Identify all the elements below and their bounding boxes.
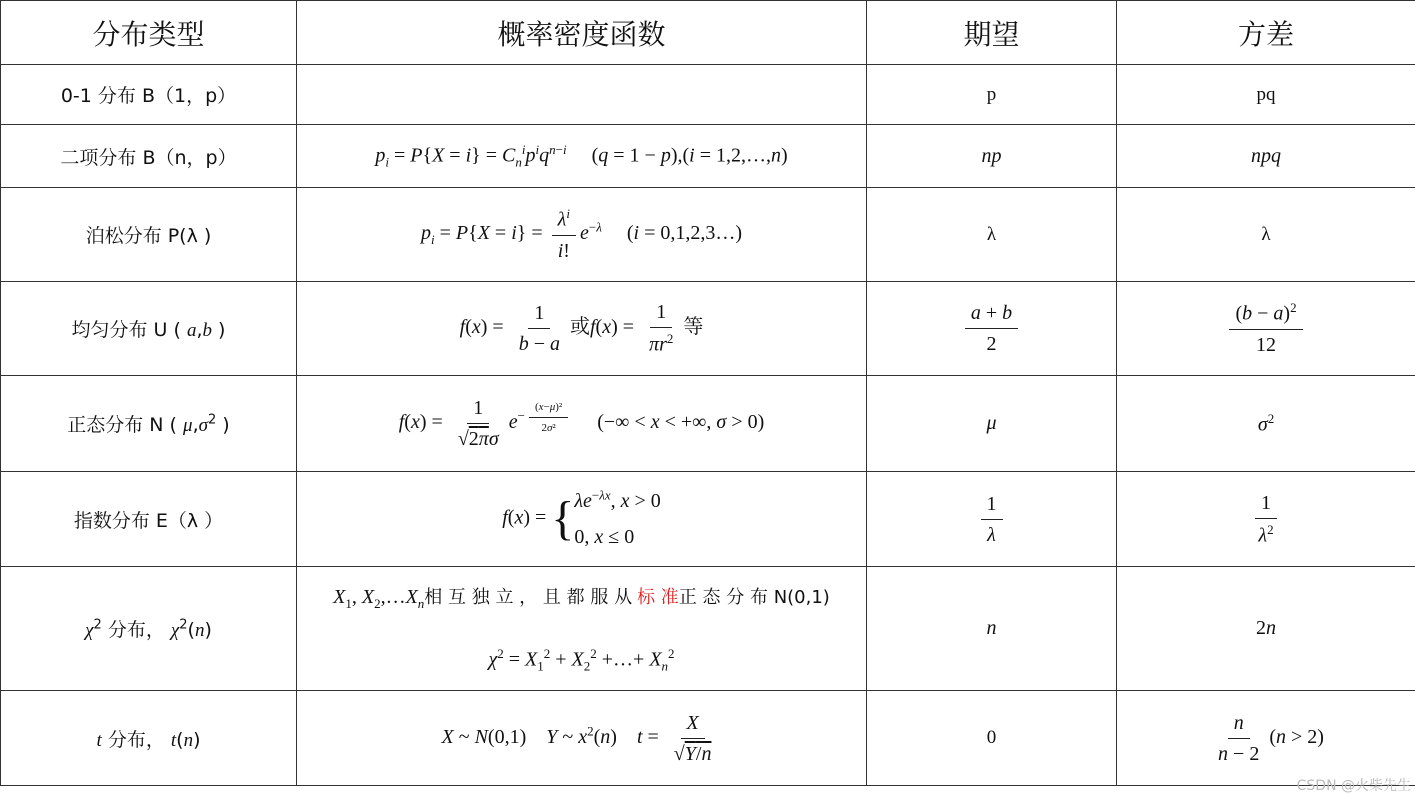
- mean-exponential: $\frac{1}{\lambda}$: [867, 472, 1117, 567]
- mean-uniform: $\frac{a + b}{2}$: [867, 282, 1117, 376]
- table-row: [1, 691, 1415, 786]
- chi-independence-text: 相 互 独 立 ， 且 都 服 从: [424, 587, 632, 608]
- normal-distribution-text: 正 态 分 布 N(0,1): [679, 587, 830, 608]
- header-pdf: 概率密度函数: [297, 1, 867, 65]
- table-row: [1, 376, 1415, 472]
- pdf-uniform: f(x) = $\frac{1}{b - a}$ 或f(x) = $\frac{1}{\pi r^2}$ 等: [297, 282, 867, 376]
- dist-name-uniform: 均匀分布 U ( a,b ): [1, 282, 297, 376]
- mean-t: 0: [867, 691, 1117, 786]
- header-row: [1, 1, 1415, 65]
- header-distribution-type: 分布类型: [1, 1, 297, 65]
- pdf-bernoulli: [297, 65, 867, 125]
- table-row: [1, 125, 1415, 188]
- dist-name-poisson: 泊松分布 P(λ ): [1, 188, 297, 282]
- header-expectation: 期望: [867, 1, 1117, 65]
- table-row: [1, 282, 1415, 376]
- pdf-chi-square: $X_1$, $X_2,\dots X_n$相 互 独 立 ， 且 都 服 从 标 准正 态 分 布 N(0,1) $\chi^2 = X_1^2 + X_2^2$ +…+ $X_n^2$: [297, 567, 867, 691]
- mean-normal: μ: [867, 376, 1117, 472]
- or-text: 或: [570, 316, 590, 338]
- var-bernoulli: pq: [1117, 65, 1415, 125]
- dist-name-normal: 正态分布 N ( $\mu,\sigma^2$ ): [1, 376, 297, 472]
- pdf-t: X ~ N(0,1) Y ~ $x^2(n)$ t = $\frac{X}{√Y/n}$: [297, 691, 867, 786]
- mean-binomial: np: [867, 125, 1117, 188]
- mean-poisson: λ: [867, 188, 1117, 282]
- var-uniform: $\frac{(b - a)^2}{12}$: [1117, 282, 1415, 376]
- dist-name-t: t 分布， t(n): [1, 691, 297, 786]
- header-variance: 方差: [1117, 1, 1415, 65]
- dist-name-exponential: 指数分布 E（λ ）: [1, 472, 297, 567]
- var-poisson: λ: [1117, 188, 1415, 282]
- etc-text: 等: [683, 316, 703, 338]
- watermark: CSDN @火柴先生: [1297, 775, 1411, 795]
- var-normal: $\sigma^2$: [1117, 376, 1415, 472]
- table-row: [1, 472, 1415, 567]
- var-t: $\frac{n}{n - 2}$ (n > 2): [1117, 691, 1415, 786]
- pdf-binomial: $p_i = P\{X = i\} = C_n^ip^iq^{n-i}$ (q = 1 − p),(i = 1,2,…,n): [297, 125, 867, 188]
- table-row: [1, 567, 1415, 691]
- table-row: [1, 188, 1415, 282]
- pdf-exponential: $f(x) = \{\lambda e^{-\lambda x}$, x > 0 0, x ≤ 0: [297, 472, 867, 567]
- mean-bernoulli: p: [867, 65, 1117, 125]
- var-binomial: npq: [1117, 125, 1415, 188]
- dist-name-chi-square: $\chi^2$ 分布， $\chi^2(n)$: [1, 567, 297, 691]
- var-exponential: $\frac{1}{\lambda^2}$: [1117, 472, 1415, 567]
- pdf-normal: f(x) = $\frac{1}{√2\pi\sigma}$ $e^{- \frac{\text{(x−μ)²}}{\text{2σ²}}}$ (−∞ < x < +∞, σ > 0): [297, 376, 867, 472]
- table-row: [1, 65, 1415, 125]
- dist-name-bernoulli: 0-1 分布 B（1，p）: [1, 65, 297, 125]
- dist-name-binomial: 二项分布 B（n，p）: [1, 125, 297, 188]
- var-chi-square: 2n: [1117, 567, 1415, 691]
- mean-chi-square: n: [867, 567, 1117, 691]
- standard-highlight-text: 标 准: [637, 587, 679, 608]
- pdf-poisson: $p_i = P\{X = i\}$ = $\frac{\lambda^i}{i!}$ $e^{-\lambda}$ (i = 0,1,2,3…): [297, 188, 867, 282]
